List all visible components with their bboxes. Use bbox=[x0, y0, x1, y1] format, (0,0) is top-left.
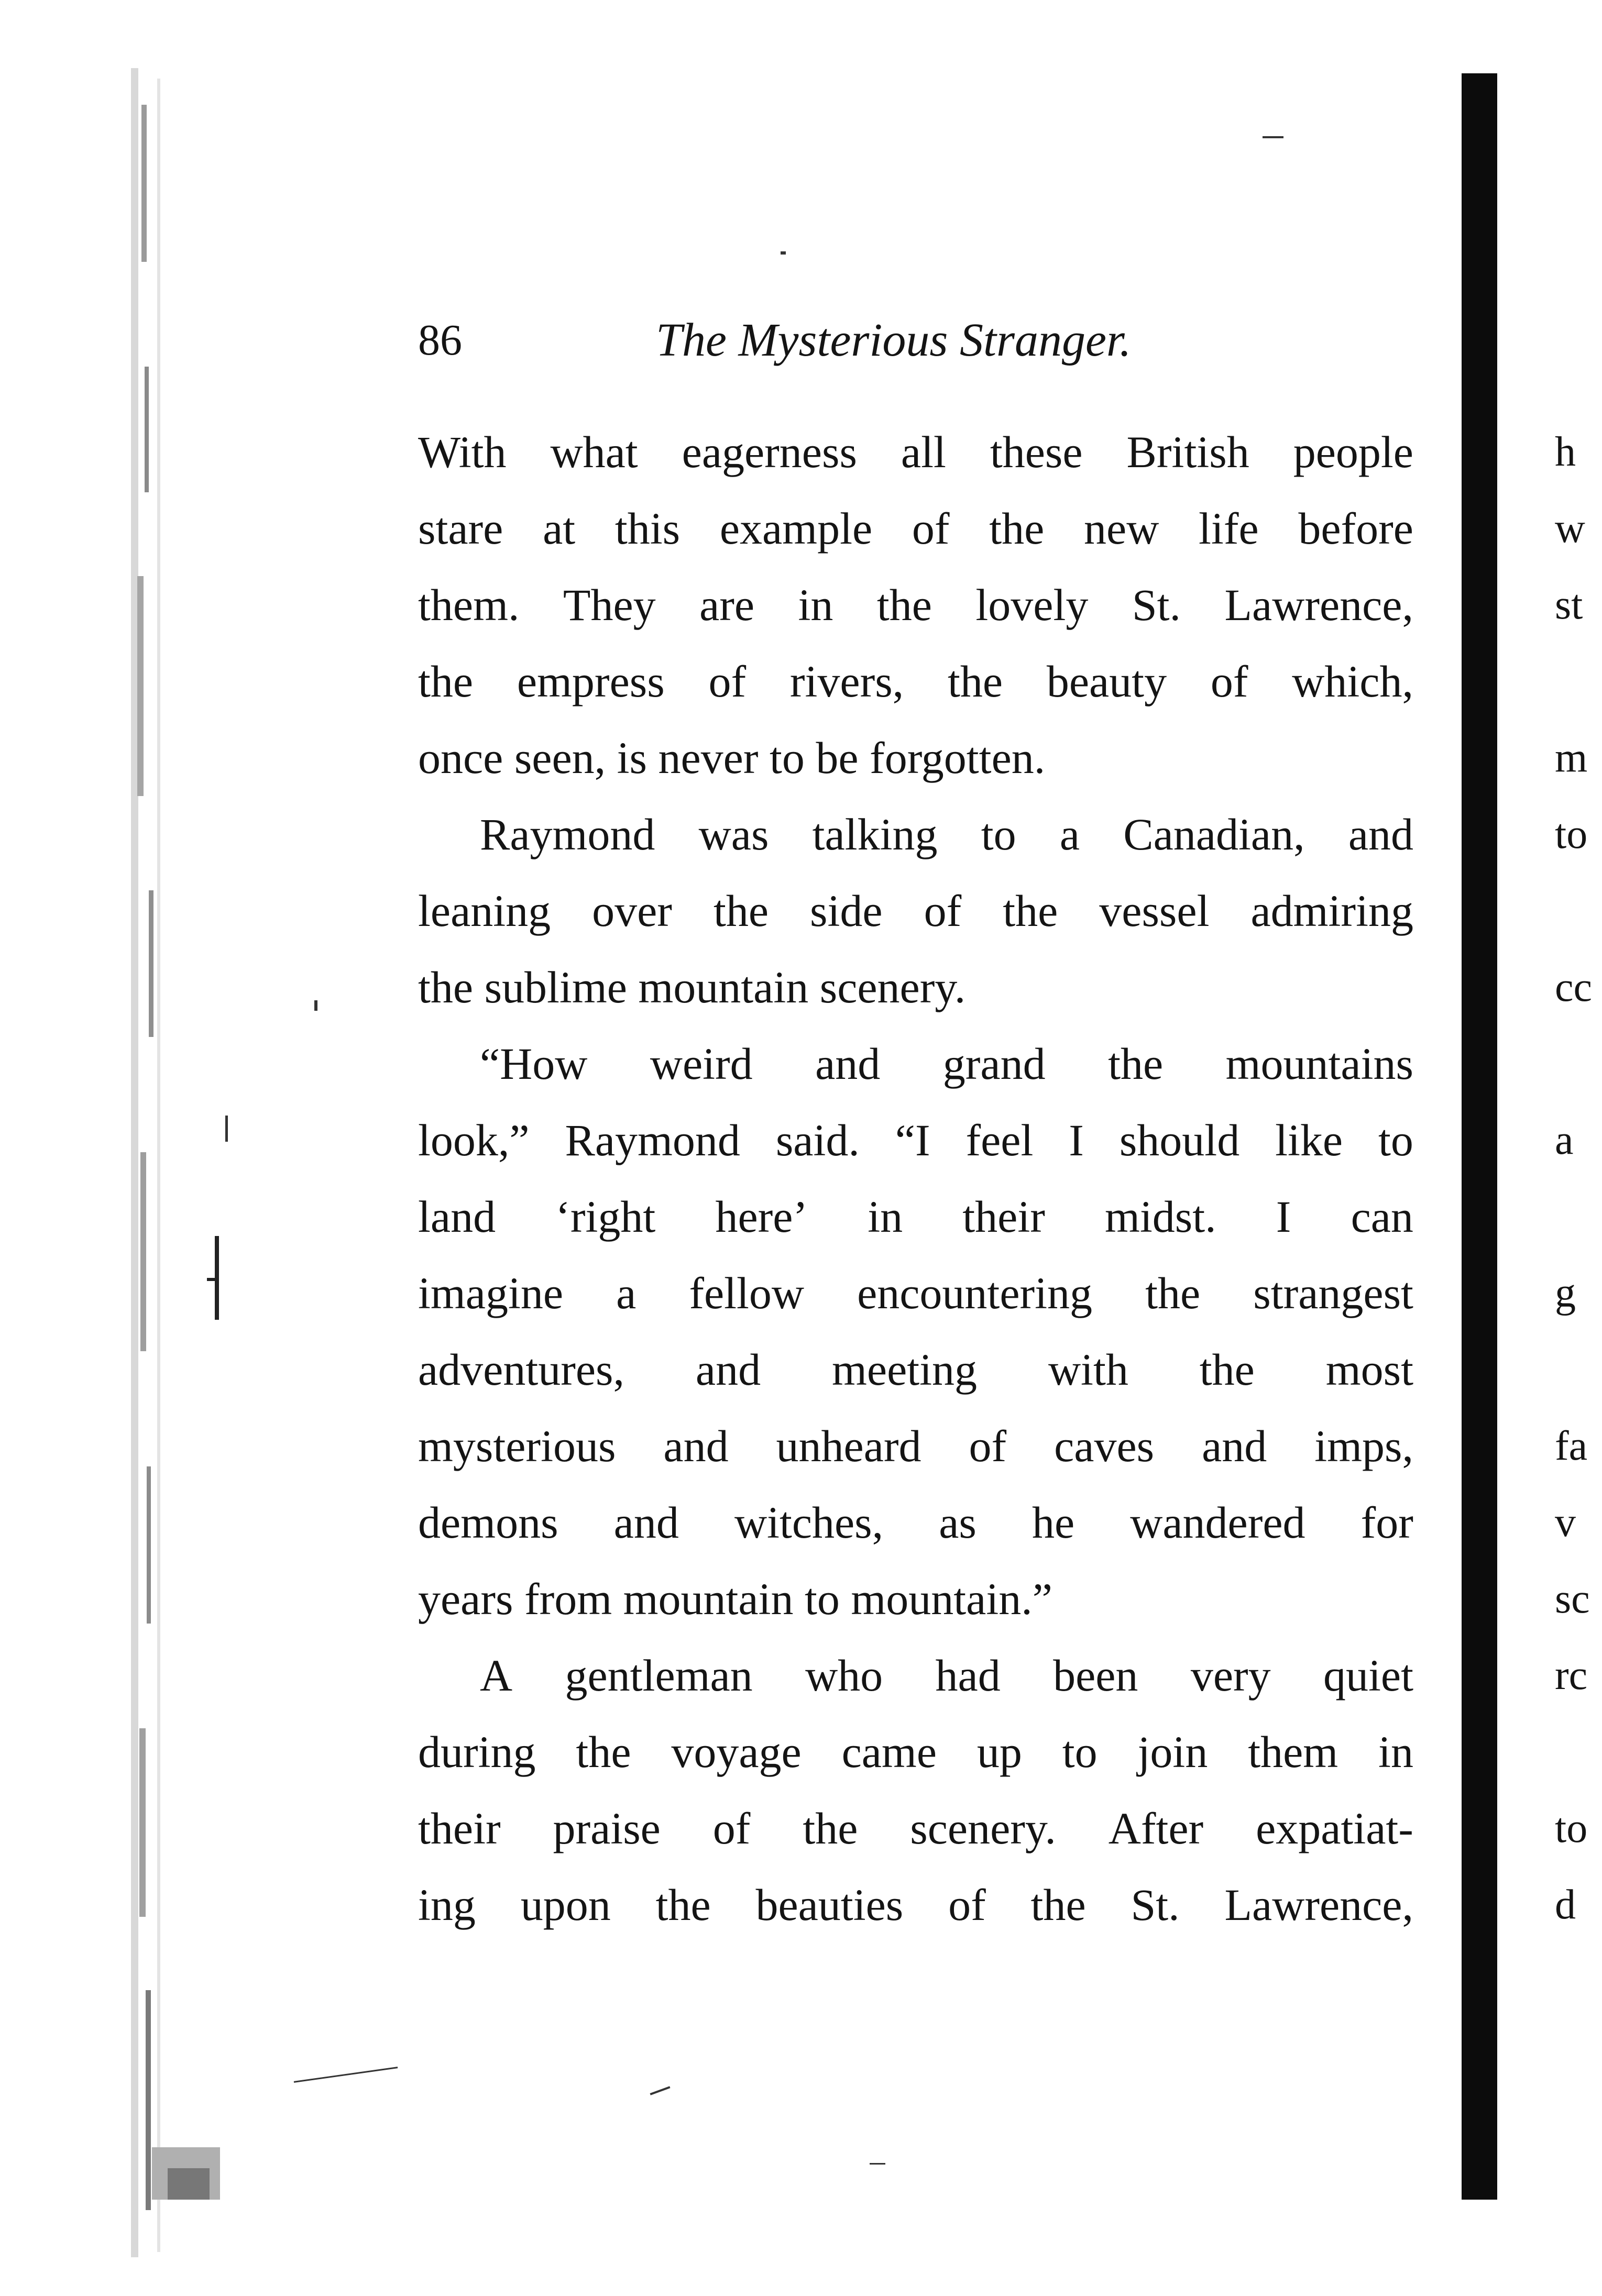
word: all bbox=[901, 427, 946, 477]
word: meeting bbox=[832, 1344, 978, 1395]
text-line bbox=[418, 1484, 1413, 1561]
word: what bbox=[550, 427, 638, 477]
word: look,” bbox=[418, 1115, 530, 1165]
word: the bbox=[713, 886, 769, 936]
text-line bbox=[418, 1790, 1413, 1867]
facing-page-fragment: to bbox=[1555, 811, 1588, 857]
word: can bbox=[1351, 1191, 1413, 1242]
facing-page-fragment: h bbox=[1555, 429, 1576, 475]
word: in bbox=[1378, 1727, 1413, 1777]
word: the bbox=[1030, 1880, 1086, 1930]
word: and bbox=[815, 1039, 881, 1089]
word: to bbox=[981, 809, 1016, 859]
word: empress bbox=[517, 656, 665, 707]
word: voyage bbox=[671, 1727, 802, 1777]
binding-shadow bbox=[1462, 73, 1497, 2200]
facing-page-fragment: to bbox=[1555, 1805, 1588, 1851]
word: land bbox=[418, 1191, 496, 1242]
word: in bbox=[798, 580, 833, 630]
text-line bbox=[418, 1102, 1413, 1178]
word: them. bbox=[418, 580, 520, 630]
word: St. bbox=[1131, 1880, 1180, 1930]
word: should bbox=[1119, 1115, 1240, 1165]
word: of bbox=[1210, 656, 1248, 707]
word: life bbox=[1199, 503, 1259, 554]
word: here’ bbox=[715, 1191, 808, 1242]
word: gentleman bbox=[565, 1650, 753, 1701]
word: side bbox=[810, 886, 883, 936]
word: Lawrence, bbox=[1224, 580, 1413, 630]
word: They bbox=[563, 580, 656, 630]
word: who bbox=[805, 1650, 883, 1701]
word: people bbox=[1293, 427, 1413, 477]
word: rivers, bbox=[789, 656, 904, 707]
word: I bbox=[1276, 1191, 1291, 1242]
word: ‘right bbox=[555, 1191, 656, 1242]
word: mysterious bbox=[418, 1421, 616, 1471]
word: “I bbox=[895, 1115, 930, 1165]
word: as bbox=[939, 1497, 976, 1548]
word: eagerness bbox=[682, 427, 857, 477]
word: scenery. bbox=[910, 1803, 1056, 1853]
word: encountering bbox=[857, 1268, 1093, 1318]
word: up bbox=[976, 1727, 1022, 1777]
facing-page-fragment: fa bbox=[1555, 1423, 1588, 1469]
word: their bbox=[418, 1803, 501, 1853]
word: of bbox=[708, 656, 747, 707]
word: to bbox=[1062, 1727, 1098, 1777]
scan-speck bbox=[225, 1116, 228, 1142]
text-line bbox=[418, 1867, 1413, 1943]
word: in bbox=[868, 1191, 903, 1242]
text-line bbox=[418, 414, 1413, 490]
word: and bbox=[1348, 809, 1413, 859]
facing-page-fragment: m bbox=[1555, 735, 1588, 781]
facing-page-fragment: w bbox=[1555, 505, 1585, 551]
word: the bbox=[1145, 1268, 1201, 1318]
word: of bbox=[948, 1880, 986, 1930]
word: lovely bbox=[975, 580, 1089, 630]
body-text bbox=[418, 414, 1413, 1943]
facing-page-fragment: cc bbox=[1555, 964, 1593, 1010]
word: vessel bbox=[1099, 886, 1210, 936]
word: and bbox=[1202, 1421, 1267, 1471]
text-line bbox=[418, 643, 1413, 720]
word: Raymond bbox=[480, 809, 655, 859]
facing-page-fragment: d bbox=[1555, 1882, 1576, 1928]
word: for bbox=[1360, 1497, 1413, 1548]
text-line bbox=[418, 1025, 1413, 1102]
word: the bbox=[947, 656, 1003, 707]
word: strangest bbox=[1253, 1268, 1413, 1318]
text-line bbox=[418, 1331, 1413, 1408]
word: feel bbox=[965, 1115, 1034, 1165]
word: imagine bbox=[418, 1268, 564, 1318]
word: the bbox=[1003, 886, 1058, 936]
text-line: once seen, is never to be forgotten. bbox=[418, 733, 1046, 783]
scan-speck bbox=[650, 2086, 671, 2095]
word: leaning bbox=[418, 886, 551, 936]
word: the bbox=[1199, 1344, 1255, 1395]
word: beauties bbox=[755, 1880, 904, 1930]
word: was bbox=[698, 809, 769, 859]
word: adventures, bbox=[418, 1344, 625, 1395]
word: had bbox=[935, 1650, 1001, 1701]
text-line bbox=[418, 1408, 1413, 1484]
word: with bbox=[1048, 1344, 1128, 1395]
word: Raymond bbox=[565, 1115, 740, 1165]
scan-speck bbox=[781, 251, 786, 255]
word: wandered bbox=[1130, 1497, 1305, 1548]
facing-page-fragment: a bbox=[1555, 1117, 1574, 1163]
word: and bbox=[613, 1497, 679, 1548]
word: like bbox=[1275, 1115, 1343, 1165]
word: which, bbox=[1292, 656, 1413, 707]
word: a bbox=[1059, 809, 1080, 859]
word: grand bbox=[942, 1039, 1046, 1089]
word: them bbox=[1248, 1727, 1338, 1777]
word: After bbox=[1108, 1803, 1204, 1853]
word: the bbox=[655, 1880, 711, 1930]
facing-page-fragment: rc bbox=[1555, 1652, 1588, 1698]
page-number: 86 bbox=[418, 316, 462, 365]
word: and bbox=[663, 1421, 729, 1471]
word: during bbox=[418, 1727, 536, 1777]
word: their bbox=[962, 1191, 1045, 1242]
text-line: years from mountain to mountain.” bbox=[418, 1574, 1052, 1624]
word: beauty bbox=[1046, 656, 1167, 707]
word: ing bbox=[418, 1880, 476, 1930]
word: came bbox=[841, 1727, 937, 1777]
word: the bbox=[576, 1727, 631, 1777]
word: most bbox=[1325, 1344, 1413, 1395]
word: A bbox=[480, 1650, 513, 1701]
word: midst. bbox=[1105, 1191, 1216, 1242]
word: a bbox=[616, 1268, 637, 1318]
word: Lawrence, bbox=[1224, 1880, 1413, 1930]
facing-page-fragment: st bbox=[1555, 582, 1583, 628]
word: With bbox=[418, 427, 507, 477]
facing-page-fragment: g bbox=[1555, 1270, 1576, 1316]
word: demons bbox=[418, 1497, 558, 1548]
text-line bbox=[418, 873, 1413, 949]
word: to bbox=[1378, 1115, 1413, 1165]
facing-page-fragment: sc bbox=[1555, 1576, 1590, 1622]
word: before bbox=[1298, 503, 1413, 554]
text-line bbox=[418, 1255, 1413, 1331]
word: this bbox=[615, 503, 681, 554]
scanned-page-edge bbox=[0, 0, 220, 2296]
word: these bbox=[990, 427, 1083, 477]
word: mountains bbox=[1225, 1039, 1413, 1089]
word: witches, bbox=[734, 1497, 884, 1548]
running-header bbox=[418, 309, 1178, 372]
word: the bbox=[418, 656, 474, 707]
facing-page-fragment: v bbox=[1555, 1499, 1576, 1546]
word: of bbox=[912, 503, 950, 554]
word: St. bbox=[1132, 580, 1181, 630]
text-line bbox=[418, 1714, 1413, 1790]
word: at bbox=[543, 503, 576, 554]
word: of bbox=[969, 1421, 1007, 1471]
text-line bbox=[418, 1637, 1413, 1714]
scan-speck bbox=[870, 2163, 885, 2165]
text-line bbox=[418, 796, 1413, 873]
word: new bbox=[1084, 503, 1159, 554]
word: of bbox=[924, 886, 962, 936]
word: said. bbox=[775, 1115, 860, 1165]
word: unheard bbox=[776, 1421, 921, 1471]
word: upon bbox=[520, 1880, 611, 1930]
word: stare bbox=[418, 503, 503, 554]
text-line bbox=[418, 567, 1413, 643]
word: fellow bbox=[689, 1268, 805, 1318]
word: admiring bbox=[1250, 886, 1413, 936]
scan-speck bbox=[314, 1000, 317, 1011]
text-line bbox=[418, 490, 1413, 567]
word: imps, bbox=[1314, 1421, 1413, 1471]
word: example bbox=[719, 503, 873, 554]
word: join bbox=[1137, 1727, 1208, 1777]
word: over bbox=[592, 886, 672, 936]
word: talking bbox=[812, 809, 938, 859]
word: he bbox=[1032, 1497, 1075, 1548]
word: very bbox=[1190, 1650, 1271, 1701]
word: I bbox=[1069, 1115, 1084, 1165]
word: weird bbox=[650, 1039, 753, 1089]
word: expatiat- bbox=[1256, 1803, 1413, 1853]
word: quiet bbox=[1323, 1650, 1413, 1701]
word: of bbox=[712, 1803, 751, 1853]
word: British bbox=[1126, 427, 1249, 477]
page-edge-texture bbox=[0, 0, 220, 2296]
word: caves bbox=[1054, 1421, 1155, 1471]
word: the bbox=[803, 1803, 858, 1853]
word: been bbox=[1053, 1650, 1138, 1701]
text-line: the sublime mountain scenery. bbox=[418, 962, 966, 1012]
word: the bbox=[989, 503, 1045, 554]
word: “How bbox=[480, 1039, 588, 1089]
word: praise bbox=[553, 1803, 661, 1853]
word: and bbox=[695, 1344, 761, 1395]
word: the bbox=[876, 580, 932, 630]
scan-speck bbox=[1263, 136, 1283, 138]
text-line bbox=[418, 1178, 1413, 1255]
word: the bbox=[1108, 1039, 1164, 1089]
scan-speck bbox=[294, 2067, 398, 2083]
running-title: The Mysterious Stranger. bbox=[656, 314, 1132, 366]
word: are bbox=[699, 580, 755, 630]
word: Canadian, bbox=[1123, 809, 1305, 859]
